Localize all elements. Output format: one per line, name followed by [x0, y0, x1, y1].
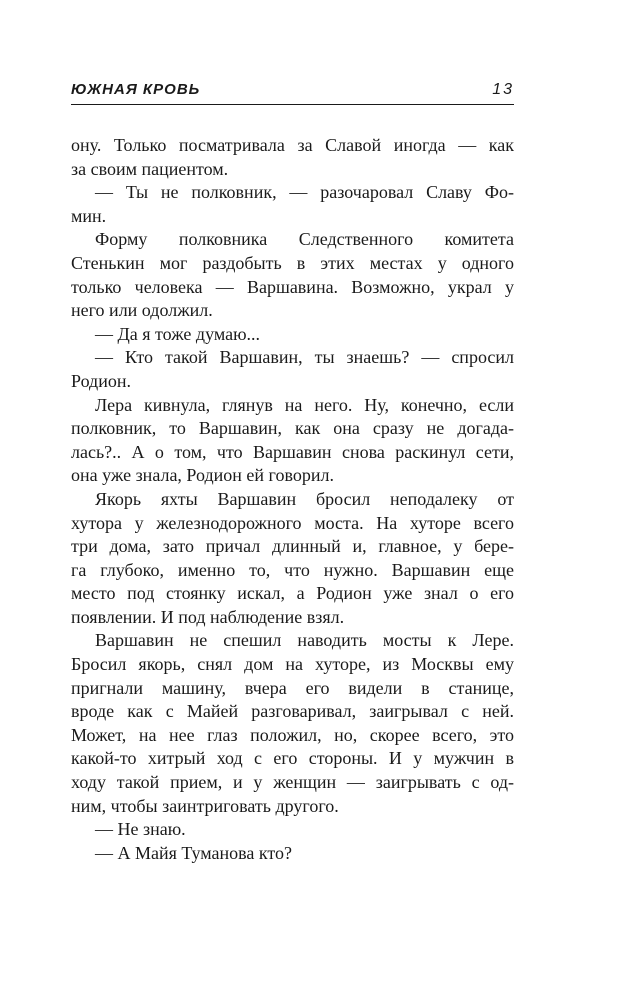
text-line: — А Майя Туманова кто? [95, 842, 293, 863]
text-line: Варшавин не спешил наводить мосты к Лере. [95, 630, 514, 651]
text-line: Форму полковника Следственного комитета [95, 229, 514, 250]
text-line: Бросил якорь, снял дом на хуторе, из Москвы ему [71, 654, 514, 675]
text-line: она уже знала, Родион ей говорил. [71, 465, 334, 486]
text-line: мин. [71, 205, 107, 226]
text-line: Родион. [71, 370, 131, 391]
text-line: лась?.. А о том, что Варшавин снова раскинул сети, [71, 441, 514, 462]
text-line: полковник, то Варшавин, как она сразу не догада- [71, 418, 514, 439]
text-line: появлении. И под наблюдение взял. [71, 606, 345, 627]
text-line: — Ты не полковник, — разочаровал Славу Фо- [95, 182, 514, 203]
body-text [71, 134, 514, 865]
text-line: Стенькин мог раздобыть в этих местах у одного [71, 252, 514, 273]
text-line: только человека — Варшавина. Возможно, украл у [71, 276, 514, 297]
text-line: место под стоянку искал, а Родион уже знал о его [71, 583, 514, 604]
text-line: Якорь яхты Варшавин бросил неподалеку от [95, 488, 514, 509]
text-line: пригнали машину, вчера его видели в станице, [71, 677, 514, 698]
text-line: какой-то хитрый ход с его стороны. И у мужчин в [71, 748, 514, 769]
text-line: него или одолжил. [71, 300, 213, 321]
text-line: — Кто такой Варшавин, ты знаешь? — спросил [95, 347, 514, 368]
page-number: 13 [492, 81, 514, 98]
header-rule [71, 104, 514, 105]
running-title: ЮЖНАЯ КРОВЬ [71, 81, 201, 98]
running-head [71, 80, 514, 104]
text-line: три дома, зато причал длинный и, главное, у бере- [71, 536, 514, 557]
text-line: — Да я тоже думаю... [95, 323, 261, 344]
text-line: га глубоко, именно то, что нужно. Варшавин еще [71, 559, 514, 580]
text-line: — Не знаю. [95, 819, 186, 840]
text-line: за своим пациентом. [71, 158, 229, 179]
text-line: вроде как с Майей разговаривал, заигрывал с ней. [71, 701, 514, 722]
text-line: хутора у железнодорожного моста. На хуторе всего [71, 512, 514, 533]
text-line: Может, на нее глаз положил, но, скорее всего, это [71, 724, 514, 745]
text-line: ходу такой прием, и у женщин — заигрывать с од- [71, 772, 514, 793]
text-line: Лера кивнула, глянув на него. Ну, конечно, если [95, 394, 514, 415]
text-line: ону. Только посматривала за Славой иногда — как [71, 135, 514, 155]
text-line: ним, чтобы заинтриговать другого. [71, 795, 339, 816]
